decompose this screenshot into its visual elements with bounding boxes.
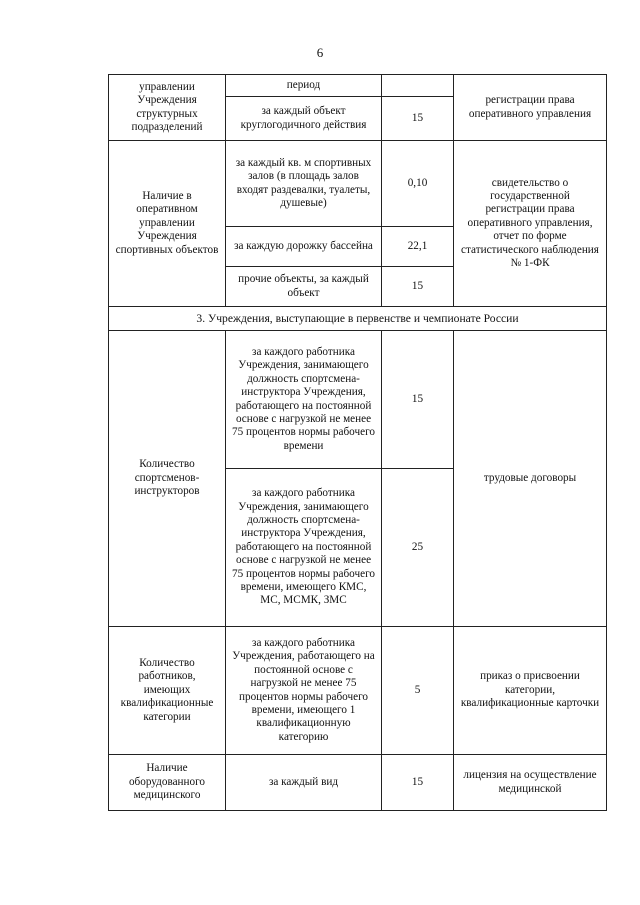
cell-r3-points-a: 15: [382, 331, 454, 469]
cell-r1-indicator: управлении Учреждения структурных подразделений: [109, 75, 226, 141]
cell-r2-points-a: 0,10: [382, 141, 454, 227]
cell-r3-indicator: Количество спортсменов-инструкторов: [109, 331, 226, 627]
cell-r5-document: лицензия на осуществление медицинской: [454, 755, 607, 811]
cell-r2-indicator: Наличие в оперативном управлении Учреждения спортивных объектов: [109, 141, 226, 307]
cell-r4-indicator: Количество работников, имеющих квалификационные категории: [109, 627, 226, 755]
cell-r5-criterion: за каждый вид: [226, 755, 382, 811]
cell-r2-criterion-c: прочие объекты, за каждый объект: [226, 267, 382, 307]
cell-r2-document: свидетельство о государственной регистрации права оперативного управления, отчет по форме статистического наблюдения № 1-ФК: [454, 141, 607, 307]
cell-r1-points-a: [382, 75, 454, 97]
cell-r1-document: регистрации права оперативного управления: [454, 75, 607, 141]
cell-r1-criterion-b: за каждый объект круглогодичного действия: [226, 97, 382, 141]
cell-r1-points-b: 15: [382, 97, 454, 141]
cell-r1-criterion-a: период: [226, 75, 382, 97]
cell-r4-document: приказ о присвоении категории, квалификационные карточки: [454, 627, 607, 755]
criteria-table: [108, 74, 607, 811]
page-number: 6: [316, 45, 324, 60]
cell-r2-criterion-b: за каждую дорожку бассейна: [226, 227, 382, 267]
cell-r3-document: трудовые договоры: [454, 331, 607, 627]
cell-r5-indicator: Наличие оборудованного медицинского: [109, 755, 226, 811]
cell-r5-points: 15: [382, 755, 454, 811]
section-3-heading: 3. Учреждения, выступающие в первенстве и чемпионате России: [109, 307, 607, 331]
cell-r4-points: 5: [382, 627, 454, 755]
cell-r2-points-b: 22,1: [382, 227, 454, 267]
cell-r2-points-c: 15: [382, 267, 454, 307]
cell-r3-criterion-a: за каждого работника Учреждения, занимающего должность спортсмена-инструктора Учреждения, работающего на постоянной основе с нагрузкой не менее 75 процентов нормы рабочего времени: [226, 331, 382, 469]
cell-r3-criterion-b: за каждого работника Учреждения, занимающего должность спортсмена-инструктора Учреждения, работающего на постоянной основе с нагрузкой не менее 75 процентов нормы рабочего времени, имеющего КМС, МС, МСМК, ЗМС: [226, 469, 382, 627]
cell-r2-criterion-a: за каждый кв. м спортивных залов (в площадь залов входят раздевалки, туалеты, душевые): [226, 141, 382, 227]
cell-r4-criterion: за каждого работника Учреждения, работающего на постоянной основе с нагрузкой не менее 75 процентов нормы рабочего времени, имеющего 1 квалификационную категорию: [226, 627, 382, 755]
cell-r3-points-b: 25: [382, 469, 454, 627]
